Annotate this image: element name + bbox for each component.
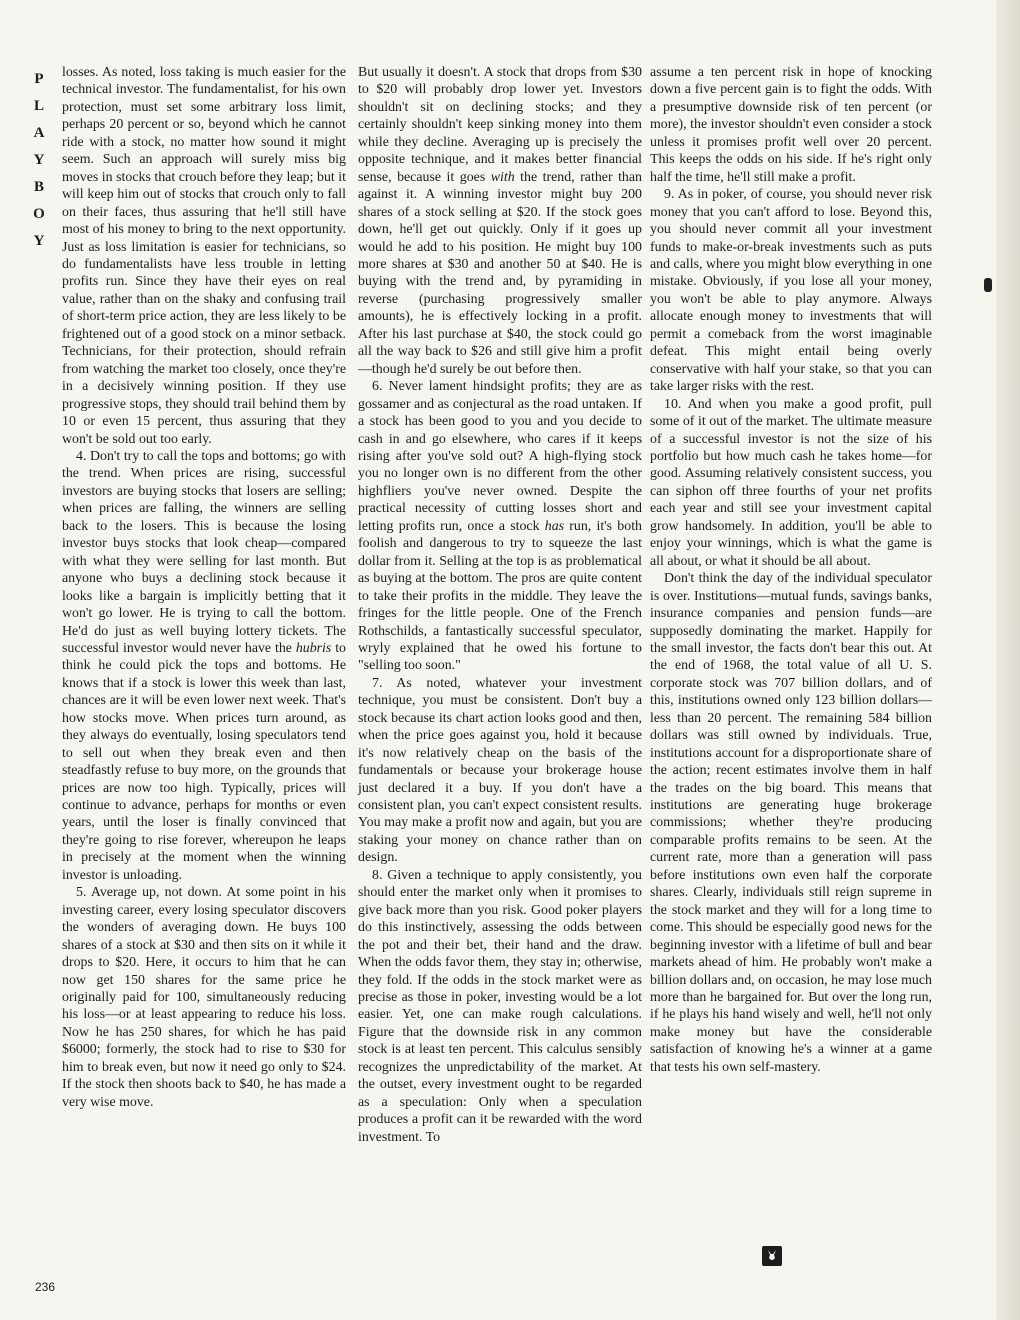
paragraph: 5. Average up, not down. At some point in his investing career, every losing speculator discovers the wonders of averaging down. He buys 100 shares of a stock at $30 and then sits on it while it drops to $20. Here, it occurs to him that he can now get 150 shares for the same price he originally paid for 100, simultaneously reducing his loss—or at least appearing to reduce his loss. Now he has 250 shares, for which he has paid $6000; formerly, the stock had to rise to $30 for him to break even, but now it need go only to $24. If the stock then shoots back to $40, he has made a very wise move. [62, 885, 346, 1110]
paragraph: Don't think the day of the individual speculator is over. Institutions—mutual funds, savings banks, insurance companies and pension funds—are supposedly dominating the market. Happily for the small investor, the facts don't bear this out. At the end of 1968, the total value of all U. S. corporate stock was 707 billion dollars, and of this, institutions owned only 123 billion dollars—less than 20 percent. The remaining 584 billion dollars was still owned by individuals. True, institutions account for a disproportionate share of the action; recent estimates involve them in half the trades on the big board. This means that institutions are generating huge brokerage commissions; whether they're producing comparable profits remains to be seen. At the current rate, more than a generation will pass before institutions own even half the corporate shares. Clearly, individuals still reign supreme in the stock market and they will for a long time to come. This should be especially good news for the beginning investor with a lifetime of bull and bear markets ahead of him. He probably won't make a billion dollars and, on occasion, he may lose much more than he bargained for. But over the long run, if he plays his hand wisely and well, he'll not only make money but have the considerable satisfaction of knowing he's a winner at a game that tests his own self-mastery. [650, 571, 932, 1075]
paragraph: 8. Given a technique to apply consistently, you should enter the market only when it promises to give back more than you risk. Good poker players do this instinctively, assessing the odds between the pot and their bet, their hand and the draw. When the odds favor them, they stay in; otherwise, they fold. If the odds in the stock market were as precise as those in poker, investing would be a lot easier. Yet, one can make rough calculations. Figure that the downside risk in any common stock is at least ten percent. This calculus sensibly recognizes the unpredictability of the market. At the outset, every investment ought to be regarded as a speculation: Only when a speculation produces a profit can it be rewarded with the word investment. To [358, 867, 642, 1145]
paragraph: 4. Don't try to call the tops and bottoms; go with the trend. When prices are rising, successful investors are buying stocks that losers are selling; when prices are falling, the winners are selling back to the losers. This is because the losing investor buys stocks that look cheap—compared with what they were selling for last month. But anyone who buys a declining stock because it looks like a bargain is implicitly betting that it won't go lower. He is trying to call the bottom. He'd do just as well buying lottery tickets. The successful investor would never have the hubris to think he could pick the tops and bottoms. He knows that if a stock is lower this week than last, chances are it will be even lower next week. That's how stocks move. When prices turn around, as they always do eventually, losing speculators tend to sell out when they break even and then steadfastly refuse to buy more, on the grounds that prices are now too high. Typically, prices will continue to advance, perhaps for months or even years, until the loser is finally convinced that they're going to rise forever, whereupon he leaps in precisely at the moment when the winning investor is unloading. [62, 448, 346, 883]
vertical-letter: L [33, 98, 44, 114]
page-edge [996, 0, 1020, 1320]
rabbit-end-mark-icon [762, 1246, 782, 1266]
text-column-3 [650, 64, 932, 1076]
vertical-letter: Y [33, 233, 45, 249]
text-column-1 [62, 64, 346, 1111]
paragraph: losses. As noted, loss taking is much easier for the technical investor. The fundamentalist, for his own protection, must set some arbitrary loss limit, perhaps 20 percent or so, beyond which he cannot ride with a stock, no matter how sound it might seem. Such an approach will surely miss big moves in stocks that crouch before they leap; but it will keep him out of stocks that crouch only to fall on their faces, thus assuring that he'll still have most of his money to bring to the next opportunity. Just as loss limitation is easier for technicians, so do fundamentalists have less trouble in letting profits run. Since they have their eyes on real value, rather than on the shaky and confusing trail of short-term price action, they are less likely to be frightened out of a good stock on a minor setback. Technicians, for their protection, should refrain from watching the market too closely, once they're in a decisively winning position. If they use progressive stops, they should trail behind them by 10 or even 15 percent, thus assuring that they won't be sold out too early. [62, 65, 346, 447]
text-column-2 [358, 64, 642, 1146]
paragraph: assume a ten percent risk in hope of knocking down a five percent gain is to fight the odds. With a presumptive downside risk of ten percent (or more), the investor shouldn't even consider a stock unless it promises profit well over 20 percent. This keeps the odds on his side. If he's right only half the time, he'll still make a profit. [650, 65, 932, 185]
ink-blot [984, 278, 992, 292]
paragraph: 10. And when you make a good profit, pull some of it out of the market. The ultimate measure of a successful investor is not the size of his portfolio but how much cash he takes home—for good. Assuming relatively consistent success, you can siphon off three fourths of your net profits each year and still see your investment capital grow handsomely. In addition, you'll be able to enjoy your winnings, which is what the game is all about, or what it should be all about. [650, 396, 932, 569]
paragraph: But usually it doesn't. A stock that drops from $30 to $20 will probably drop lower yet. Investors shouldn't sit on declining stocks; and they certainly shouldn't keep sinking money into them while they decline. Averaging up is precisely the opposite technique, and it makes better financial sense, because it goes with the trend, rather than against it. A winning investor might buy 200 shares of a stock selling at $20. If the stock goes down, he'll get out quickly. Only if it goes up would he add to his position. He might buy 100 more shares at $30 and another 50 at $40. He is buying with the trend and, by pyramiding in reverse (purchasing progressively smaller amounts), he is effectively locking in a profit. After his last purchase at $40, the stock could go all the way back to $26 and still give him a profit—though he'd surely be out before then. [358, 65, 642, 377]
vertical-letter: O [33, 206, 45, 222]
vertical-letter: A [33, 125, 45, 141]
vertical-letter: Y [33, 152, 45, 168]
magazine-vertical-title [30, 66, 48, 255]
paragraph: 9. As in poker, of course, you should never risk money that you can't afford to lose. Beyond this, you should never commit all your investment funds to make-or-break investments such as puts and calls, where you might blow everything in one mistake. Obviously, if you lose all your money, you won't be able to play anymore. Always allocate enough money to investments that will permit a comeback from the worst imaginable defeat. This might entail being overly conservative with half your stake, so that you can take larger risks with the rest. [650, 187, 932, 395]
vertical-letter: P [34, 71, 44, 87]
paragraph: 6. Never lament hindsight profits; they are as gossamer and as conjectural as the road untaken. If a stock has been good to you and you decide to cash in and go elsewhere, who cares if it keeps rising after you've sold out? A high-flying stock you no longer own is no different from the other highfliers you've never owned. Despite the practical necessity of cutting losses short and letting profits run, once a stock has run, it's both foolish and dangerous to try to squeeze the last dollar from it. Selling at the top is as problematical as buying at the bottom. The pros are quite content to take their profits in the middle. They leave the fringes for the little people. One of the French Rothschilds, a fantastically successful speculator, wryly explained that he owed his fortune to "selling too soon." [358, 379, 642, 674]
page-number: 236 [35, 1280, 56, 1294]
vertical-letter: B [33, 179, 44, 195]
paragraph: 7. As noted, whatever your investment technique, you must be consistent. Don't buy a stock because its chart action looks good and then, when the price goes against you, hold it because it's now relatively cheap on the basis of the fundamentals or because your brokerage house just declared it a buy. If you don't have a consistent plan, you can't expect consistent results. You may make a profit now and again, but you are staking your money on chance rather than on design. [358, 675, 642, 866]
